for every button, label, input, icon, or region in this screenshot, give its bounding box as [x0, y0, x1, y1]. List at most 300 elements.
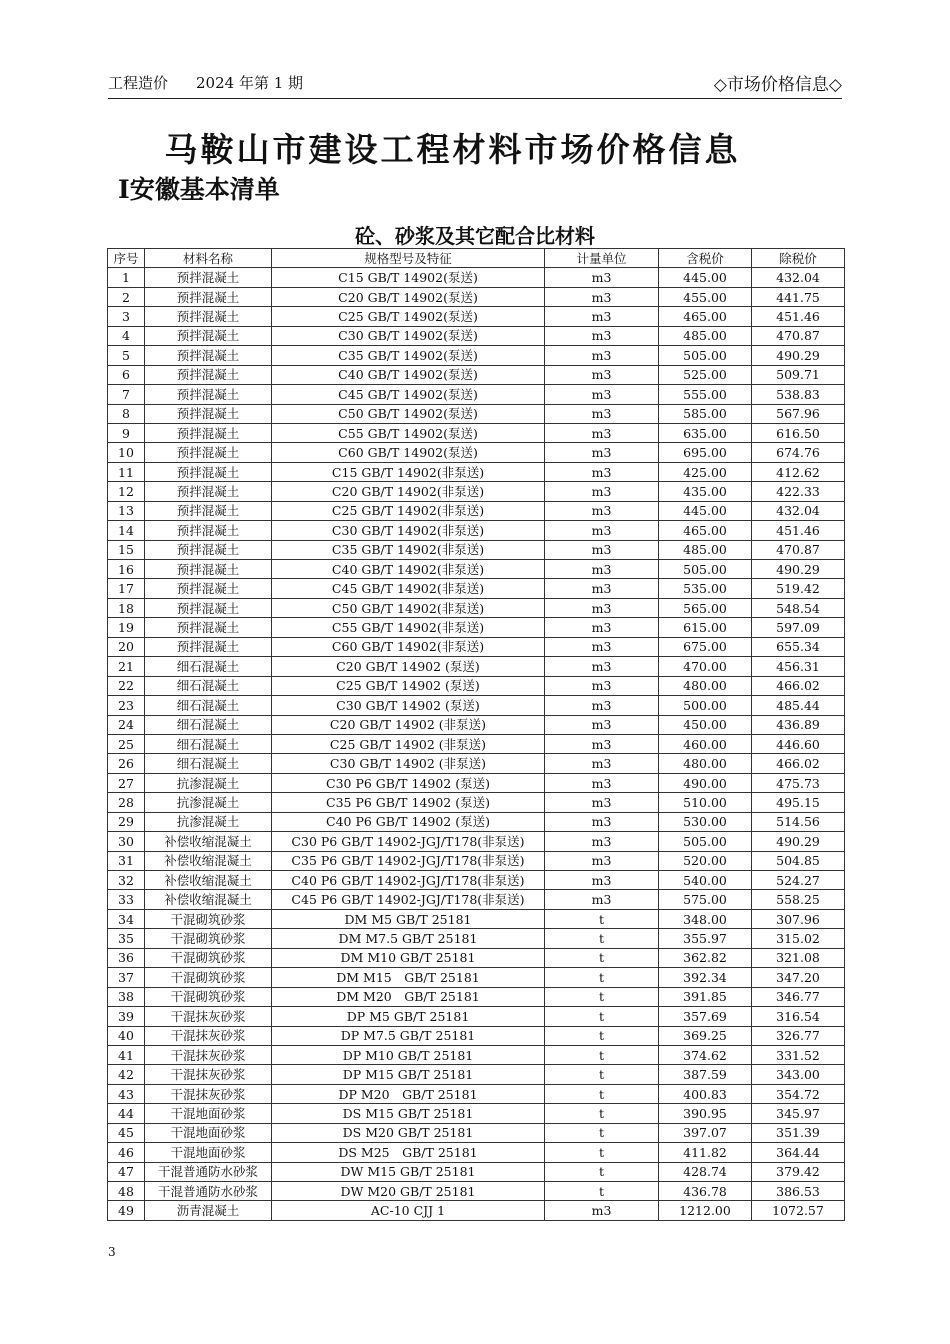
- cell-unit: m3: [545, 365, 659, 384]
- table-row: [108, 326, 845, 345]
- cell-spec: DM M7.5 GB/T 25181: [272, 929, 545, 948]
- page-header: [108, 68, 842, 99]
- table-header-row: [108, 249, 845, 268]
- cell-unit: m3: [545, 793, 659, 812]
- cell-index: 47: [108, 1162, 145, 1181]
- cell-material: 干混抹灰砂浆: [145, 1026, 272, 1045]
- cell-price-excl-tax: 490.29: [752, 560, 845, 579]
- cell-spec: C25 GB/T 14902 (非泵送): [272, 734, 545, 753]
- cell-material: 干混地面砂浆: [145, 1123, 272, 1142]
- cell-unit: m3: [545, 540, 659, 559]
- cell-price-incl-tax: 411.82: [659, 1143, 752, 1162]
- cell-material: 细石混凝土: [145, 676, 272, 695]
- table-row: [108, 793, 845, 812]
- cell-price-incl-tax: 520.00: [659, 851, 752, 870]
- cell-price-incl-tax: 525.00: [659, 365, 752, 384]
- table-row: [108, 560, 845, 579]
- table-row: [108, 929, 845, 948]
- cell-material: 预拌混凝土: [145, 521, 272, 540]
- cell-price-excl-tax: 514.56: [752, 812, 845, 831]
- cell-index: 1: [108, 268, 145, 287]
- cell-spec: C15 GB/T 14902(泵送): [272, 268, 545, 287]
- cell-material: 干混地面砂浆: [145, 1143, 272, 1162]
- cell-unit: m3: [545, 618, 659, 637]
- col-header-material: 材料名称: [145, 249, 272, 268]
- cell-material: 预拌混凝土: [145, 423, 272, 442]
- cell-spec: C25 GB/T 14902(非泵送): [272, 501, 545, 520]
- page-number: 3: [108, 1245, 116, 1259]
- cell-unit: t: [545, 1104, 659, 1123]
- cell-unit: t: [545, 968, 659, 987]
- cell-unit: m3: [545, 1201, 659, 1220]
- table-row: [108, 462, 845, 481]
- cell-material: 预拌混凝土: [145, 501, 272, 520]
- cell-price-incl-tax: 615.00: [659, 618, 752, 637]
- cell-price-excl-tax: 495.15: [752, 793, 845, 812]
- cell-spec: DS M25 GB/T 25181: [272, 1143, 545, 1162]
- cell-price-excl-tax: 466.02: [752, 676, 845, 695]
- cell-spec: C20 GB/T 14902 (泵送): [272, 657, 545, 676]
- cell-material: 预拌混凝土: [145, 637, 272, 656]
- cell-price-incl-tax: 390.95: [659, 1104, 752, 1123]
- table-row: [108, 696, 845, 715]
- cell-price-excl-tax: 347.20: [752, 968, 845, 987]
- cell-index: 45: [108, 1123, 145, 1142]
- cell-spec: DM M5 GB/T 25181: [272, 909, 545, 928]
- cell-index: 21: [108, 657, 145, 676]
- table-row: [108, 1182, 845, 1201]
- cell-spec: DP M15 GB/T 25181: [272, 1065, 545, 1084]
- cell-unit: m3: [545, 598, 659, 617]
- cell-price-excl-tax: 432.04: [752, 268, 845, 287]
- cell-price-excl-tax: 346.77: [752, 987, 845, 1006]
- cell-material: 抗渗混凝土: [145, 773, 272, 792]
- cell-price-incl-tax: 387.59: [659, 1065, 752, 1084]
- cell-spec: C60 GB/T 14902(泵送): [272, 443, 545, 462]
- cell-price-excl-tax: 432.04: [752, 501, 845, 520]
- cell-price-incl-tax: 480.00: [659, 676, 752, 695]
- cell-index: 10: [108, 443, 145, 462]
- table-row: [108, 423, 845, 442]
- cell-price-incl-tax: 565.00: [659, 598, 752, 617]
- cell-material: 预拌混凝土: [145, 307, 272, 326]
- cell-unit: m3: [545, 696, 659, 715]
- cell-price-excl-tax: 422.33: [752, 482, 845, 501]
- cell-price-incl-tax: 357.69: [659, 1007, 752, 1026]
- cell-index: 19: [108, 618, 145, 637]
- table-row: [108, 1045, 845, 1064]
- cell-unit: m3: [545, 657, 659, 676]
- cell-price-incl-tax: 445.00: [659, 501, 752, 520]
- cell-price-excl-tax: 386.53: [752, 1182, 845, 1201]
- cell-spec: C40 P6 GB/T 14902 (泵送): [272, 812, 545, 831]
- table-row: [108, 637, 845, 656]
- table-row: [108, 521, 845, 540]
- cell-material: 预拌混凝土: [145, 385, 272, 404]
- cell-index: 44: [108, 1104, 145, 1123]
- cell-price-incl-tax: 530.00: [659, 812, 752, 831]
- cell-material: 预拌混凝土: [145, 365, 272, 384]
- table-row: [108, 1065, 845, 1084]
- cell-material: 细石混凝土: [145, 715, 272, 734]
- cell-unit: m3: [545, 462, 659, 481]
- cell-unit: m3: [545, 637, 659, 656]
- cell-index: 4: [108, 326, 145, 345]
- cell-unit: m3: [545, 423, 659, 442]
- cell-price-excl-tax: 524.27: [752, 871, 845, 890]
- cell-price-incl-tax: 695.00: [659, 443, 752, 462]
- table-row: [108, 1007, 845, 1026]
- table-row: [108, 1026, 845, 1045]
- cell-price-excl-tax: 509.71: [752, 365, 845, 384]
- cell-spec: C45 GB/T 14902(泵送): [272, 385, 545, 404]
- cell-price-incl-tax: 436.78: [659, 1182, 752, 1201]
- cell-index: 13: [108, 501, 145, 520]
- cell-index: 26: [108, 754, 145, 773]
- cell-index: 5: [108, 346, 145, 365]
- cell-price-excl-tax: 315.02: [752, 929, 845, 948]
- cell-material: 预拌混凝土: [145, 404, 272, 423]
- table-row: [108, 871, 845, 890]
- price-table: [107, 248, 845, 1221]
- cell-index: 23: [108, 696, 145, 715]
- cell-spec: C50 GB/T 14902(非泵送): [272, 598, 545, 617]
- cell-spec: C45 P6 GB/T 14902-JGJ/T178(非泵送): [272, 890, 545, 909]
- cell-unit: t: [545, 1065, 659, 1084]
- col-header-spec: 规格型号及特征: [272, 249, 545, 268]
- cell-material: 预拌混凝土: [145, 462, 272, 481]
- cell-price-incl-tax: 450.00: [659, 715, 752, 734]
- table-row: [108, 773, 845, 792]
- cell-spec: C55 GB/T 14902(泵送): [272, 423, 545, 442]
- cell-price-excl-tax: 466.02: [752, 754, 845, 773]
- cell-spec: DW M20 GB/T 25181: [272, 1182, 545, 1201]
- cell-unit: m3: [545, 326, 659, 345]
- cell-unit: m3: [545, 287, 659, 306]
- cell-material: 预拌混凝土: [145, 346, 272, 365]
- cell-price-excl-tax: 316.54: [752, 1007, 845, 1026]
- cell-index: 32: [108, 871, 145, 890]
- cell-unit: m3: [545, 715, 659, 734]
- cell-material: 干混地面砂浆: [145, 1104, 272, 1123]
- cell-unit: t: [545, 1182, 659, 1201]
- cell-spec: C20 GB/T 14902(非泵送): [272, 482, 545, 501]
- cell-unit: t: [545, 909, 659, 928]
- cell-price-excl-tax: 451.46: [752, 307, 845, 326]
- cell-price-incl-tax: 480.00: [659, 754, 752, 773]
- cell-price-incl-tax: 635.00: [659, 423, 752, 442]
- table-row: [108, 657, 845, 676]
- cell-spec: C30 GB/T 14902 (泵送): [272, 696, 545, 715]
- cell-spec: C30 GB/T 14902 (非泵送): [272, 754, 545, 773]
- col-header-price-incl-tax: 含税价: [659, 249, 752, 268]
- table-row: [108, 851, 845, 870]
- cell-index: 18: [108, 598, 145, 617]
- cell-price-excl-tax: 1072.57: [752, 1201, 845, 1220]
- cell-material: 沥青混凝土: [145, 1201, 272, 1220]
- cell-price-excl-tax: 364.44: [752, 1143, 845, 1162]
- cell-material: 预拌混凝土: [145, 326, 272, 345]
- cell-spec: AC-10 CJJ 1: [272, 1201, 545, 1220]
- cell-price-incl-tax: 362.82: [659, 948, 752, 967]
- cell-unit: m3: [545, 890, 659, 909]
- cell-unit: t: [545, 1007, 659, 1026]
- cell-price-excl-tax: 321.08: [752, 948, 845, 967]
- journal-name: 工程造价: [108, 74, 169, 92]
- cell-spec: C30 P6 GB/T 14902 (泵送): [272, 773, 545, 792]
- cell-index: 41: [108, 1045, 145, 1064]
- cell-index: 36: [108, 948, 145, 967]
- cell-price-excl-tax: 343.00: [752, 1065, 845, 1084]
- cell-unit: t: [545, 1143, 659, 1162]
- table-row: [108, 443, 845, 462]
- cell-spec: DS M20 GB/T 25181: [272, 1123, 545, 1142]
- cell-material: 干混砌筑砂浆: [145, 909, 272, 928]
- cell-index: 7: [108, 385, 145, 404]
- cell-price-excl-tax: 307.96: [752, 909, 845, 928]
- cell-price-incl-tax: 425.00: [659, 462, 752, 481]
- cell-unit: m3: [545, 773, 659, 792]
- cell-price-incl-tax: 355.97: [659, 929, 752, 948]
- table-row: [108, 734, 845, 753]
- cell-index: 46: [108, 1143, 145, 1162]
- cell-index: 12: [108, 482, 145, 501]
- cell-material: 预拌混凝土: [145, 268, 272, 287]
- cell-material: 干混砌筑砂浆: [145, 987, 272, 1006]
- table-row: [108, 676, 845, 695]
- col-header-price-excl-tax: 除税价: [752, 249, 845, 268]
- cell-price-excl-tax: 354.72: [752, 1084, 845, 1103]
- cell-index: 39: [108, 1007, 145, 1026]
- cell-price-incl-tax: 470.00: [659, 657, 752, 676]
- col-header-unit: 计量单位: [545, 249, 659, 268]
- cell-material: 干混抹灰砂浆: [145, 1045, 272, 1064]
- cell-material: 干混砌筑砂浆: [145, 948, 272, 967]
- cell-spec: C55 GB/T 14902(非泵送): [272, 618, 545, 637]
- cell-index: 42: [108, 1065, 145, 1084]
- cell-unit: m3: [545, 307, 659, 326]
- cell-material: 抗渗混凝土: [145, 812, 272, 831]
- cell-index: 15: [108, 540, 145, 559]
- table-row: [108, 1104, 845, 1123]
- cell-price-incl-tax: 510.00: [659, 793, 752, 812]
- cell-price-excl-tax: 674.76: [752, 443, 845, 462]
- cell-price-excl-tax: 490.29: [752, 346, 845, 365]
- table-row: [108, 598, 845, 617]
- cell-price-excl-tax: 456.31: [752, 657, 845, 676]
- cell-unit: m3: [545, 482, 659, 501]
- table-row: [108, 909, 845, 928]
- cell-spec: DP M7.5 GB/T 25181: [272, 1026, 545, 1045]
- cell-price-excl-tax: 475.73: [752, 773, 845, 792]
- cell-price-excl-tax: 504.85: [752, 851, 845, 870]
- cell-unit: m3: [545, 346, 659, 365]
- cell-spec: DM M20 GB/T 25181: [272, 987, 545, 1006]
- cell-material: 细石混凝土: [145, 657, 272, 676]
- table-row: [108, 365, 845, 384]
- cell-index: 6: [108, 365, 145, 384]
- cell-material: 补偿收缩混凝土: [145, 890, 272, 909]
- cell-spec: DP M20 GB/T 25181: [272, 1084, 545, 1103]
- table-row: [108, 540, 845, 559]
- table-title: 砼、砂浆及其它配合比材料: [355, 224, 595, 248]
- cell-index: 28: [108, 793, 145, 812]
- cell-spec: DP M5 GB/T 25181: [272, 1007, 545, 1026]
- cell-price-incl-tax: 465.00: [659, 307, 752, 326]
- cell-spec: DM M10 GB/T 25181: [272, 948, 545, 967]
- cell-price-incl-tax: 485.00: [659, 540, 752, 559]
- section-label: ◇市场价格信息◇: [713, 75, 842, 95]
- cell-price-excl-tax: 490.29: [752, 832, 845, 851]
- cell-price-excl-tax: 538.83: [752, 385, 845, 404]
- cell-unit: m3: [545, 812, 659, 831]
- cell-material: 预拌混凝土: [145, 482, 272, 501]
- cell-spec: DW M15 GB/T 25181: [272, 1162, 545, 1181]
- cell-material: 预拌混凝土: [145, 540, 272, 559]
- cell-price-excl-tax: 558.25: [752, 890, 845, 909]
- table-row: [108, 987, 845, 1006]
- section-subtitle: Ⅰ安徽基本清单: [118, 175, 280, 204]
- cell-price-excl-tax: 326.77: [752, 1026, 845, 1045]
- cell-material: 细石混凝土: [145, 754, 272, 773]
- cell-index: 14: [108, 521, 145, 540]
- cell-spec: C30 GB/T 14902(非泵送): [272, 521, 545, 540]
- cell-unit: m3: [545, 501, 659, 520]
- cell-spec: DP M10 GB/T 25181: [272, 1045, 545, 1064]
- cell-material: 预拌混凝土: [145, 618, 272, 637]
- cell-spec: C40 P6 GB/T 14902-JGJ/T178(非泵送): [272, 871, 545, 890]
- cell-price-incl-tax: 455.00: [659, 287, 752, 306]
- cell-unit: t: [545, 987, 659, 1006]
- cell-unit: t: [545, 1123, 659, 1142]
- cell-price-incl-tax: 392.34: [659, 968, 752, 987]
- cell-material: 干混抹灰砂浆: [145, 1084, 272, 1103]
- cell-index: 43: [108, 1084, 145, 1103]
- cell-spec: C35 P6 GB/T 14902 (泵送): [272, 793, 545, 812]
- cell-material: 干混抹灰砂浆: [145, 1007, 272, 1026]
- cell-unit: t: [545, 1162, 659, 1181]
- cell-material: 细石混凝土: [145, 696, 272, 715]
- cell-unit: m3: [545, 676, 659, 695]
- cell-material: 干混普通防水砂浆: [145, 1182, 272, 1201]
- col-header-index: 序号: [108, 249, 145, 268]
- cell-unit: t: [545, 929, 659, 948]
- cell-price-excl-tax: 436.89: [752, 715, 845, 734]
- cell-price-incl-tax: 400.83: [659, 1084, 752, 1103]
- cell-index: 22: [108, 676, 145, 695]
- cell-price-excl-tax: 451.46: [752, 521, 845, 540]
- issue-label: 2024 年第 1 期: [196, 74, 304, 92]
- cell-material: 抗渗混凝土: [145, 793, 272, 812]
- cell-spec: C30 P6 GB/T 14902-JGJ/T178(非泵送): [272, 832, 545, 851]
- cell-index: 29: [108, 812, 145, 831]
- table-row: [108, 715, 845, 734]
- cell-material: 干混抹灰砂浆: [145, 1065, 272, 1084]
- cell-unit: m3: [545, 404, 659, 423]
- table-row: [108, 385, 845, 404]
- cell-index: 34: [108, 909, 145, 928]
- cell-unit: m3: [545, 851, 659, 870]
- cell-unit: t: [545, 1084, 659, 1103]
- cell-price-excl-tax: 616.50: [752, 423, 845, 442]
- cell-index: 8: [108, 404, 145, 423]
- cell-price-excl-tax: 597.09: [752, 618, 845, 637]
- cell-index: 16: [108, 560, 145, 579]
- cell-material: 干混砌筑砂浆: [145, 929, 272, 948]
- cell-spec: C40 GB/T 14902(非泵送): [272, 560, 545, 579]
- cell-spec: C25 GB/T 14902 (泵送): [272, 676, 545, 695]
- cell-price-excl-tax: 548.54: [752, 598, 845, 617]
- cell-price-incl-tax: 585.00: [659, 404, 752, 423]
- cell-index: 31: [108, 851, 145, 870]
- cell-spec: C35 GB/T 14902(泵送): [272, 346, 545, 365]
- cell-index: 25: [108, 734, 145, 753]
- cell-spec: C25 GB/T 14902(泵送): [272, 307, 545, 326]
- cell-index: 49: [108, 1201, 145, 1220]
- cell-unit: t: [545, 1026, 659, 1045]
- cell-material: 干混砌筑砂浆: [145, 968, 272, 987]
- cell-spec: C45 GB/T 14902(非泵送): [272, 579, 545, 598]
- cell-price-incl-tax: 505.00: [659, 346, 752, 365]
- cell-material: 预拌混凝土: [145, 579, 272, 598]
- cell-unit: m3: [545, 443, 659, 462]
- cell-material: 细石混凝土: [145, 734, 272, 753]
- cell-price-excl-tax: 485.44: [752, 696, 845, 715]
- cell-price-incl-tax: 397.07: [659, 1123, 752, 1142]
- cell-price-excl-tax: 655.34: [752, 637, 845, 656]
- page-title: 马鞍山市建设工程材料市场价格信息: [164, 130, 741, 169]
- table-row: [108, 268, 845, 287]
- cell-price-excl-tax: 441.75: [752, 287, 845, 306]
- cell-price-incl-tax: 445.00: [659, 268, 752, 287]
- table-row: [108, 968, 845, 987]
- table-row: [108, 618, 845, 637]
- table-row: [108, 346, 845, 365]
- cell-index: 17: [108, 579, 145, 598]
- table-row: [108, 832, 845, 851]
- table-row: [108, 579, 845, 598]
- cell-price-excl-tax: 345.97: [752, 1104, 845, 1123]
- table-row: [108, 501, 845, 520]
- cell-price-excl-tax: 379.42: [752, 1162, 845, 1181]
- cell-price-incl-tax: 369.25: [659, 1026, 752, 1045]
- cell-spec: DS M15 GB/T 25181: [272, 1104, 545, 1123]
- cell-index: 35: [108, 929, 145, 948]
- cell-price-incl-tax: 1212.00: [659, 1201, 752, 1220]
- header-left: [108, 72, 303, 93]
- table-row: [108, 1143, 845, 1162]
- cell-spec: DM M15 GB/T 25181: [272, 968, 545, 987]
- cell-price-incl-tax: 575.00: [659, 890, 752, 909]
- cell-material: 补偿收缩混凝土: [145, 832, 272, 851]
- cell-index: 37: [108, 968, 145, 987]
- cell-unit: m3: [545, 871, 659, 890]
- cell-material: 预拌混凝土: [145, 598, 272, 617]
- cell-unit: m3: [545, 560, 659, 579]
- cell-spec: C50 GB/T 14902(泵送): [272, 404, 545, 423]
- cell-price-incl-tax: 505.00: [659, 832, 752, 851]
- table-row: [108, 890, 845, 909]
- cell-price-excl-tax: 470.87: [752, 326, 845, 345]
- cell-price-excl-tax: 331.52: [752, 1045, 845, 1064]
- cell-price-incl-tax: 348.00: [659, 909, 752, 928]
- cell-index: 24: [108, 715, 145, 734]
- table-row: [108, 1162, 845, 1181]
- cell-price-incl-tax: 465.00: [659, 521, 752, 540]
- table-body: [108, 268, 845, 1220]
- cell-unit: m3: [545, 734, 659, 753]
- cell-price-incl-tax: 675.00: [659, 637, 752, 656]
